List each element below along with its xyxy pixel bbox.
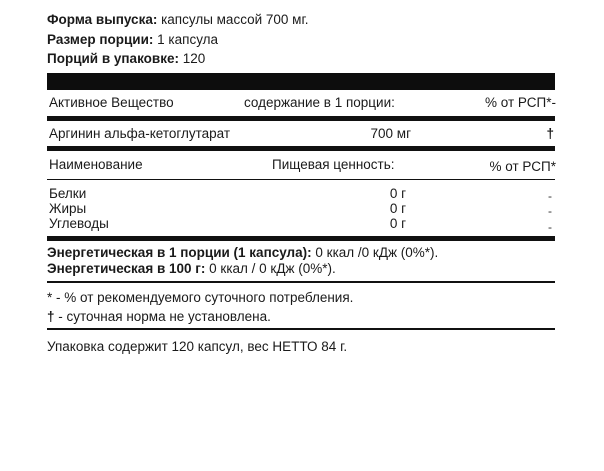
serving-line [47,32,218,48]
energy-serving-label: Энергетическая в 1 порции (1 капсула): [47,245,312,260]
nutrition-row-amount: 0 г [389,216,406,231]
divider-thin-1 [47,179,555,180]
divider-mid-2 [47,328,555,330]
nutrition-row-dv: - [548,204,552,218]
nutrition-row-amount: 0 г [389,201,406,216]
package-note: Упаковка содержит 120 капсул, вес НЕТТО 84 г. [47,339,348,354]
nutrition-row-name: Жиры [49,201,87,216]
form-label: Форма выпуска: [47,12,158,27]
header-bar [47,73,555,90]
nutrition-row-amount: 0 г [389,186,406,201]
divider-mid-1 [47,281,555,283]
serving-value: 1 капсула [157,32,219,47]
nutrition-col-dv: % от РСП* [489,159,556,174]
active-row-dv: † [546,126,554,141]
footnote-rsp: * - % от рекомендуемого суточного потребления. [47,290,354,305]
energy-serving-value: 0 ккал /0 кДж (0%*). [315,245,439,260]
nutrition-row-dv: - [548,189,552,203]
nutrition-col-name: Наименование [49,157,143,172]
nutrition-row-dv: - [548,220,552,234]
energy-line-100g [47,261,336,277]
energy-line-serving [47,245,438,261]
footnote-dagger [47,309,271,325]
serving-label: Размер порции: [47,32,154,47]
active-row-name: Аргинин альфа-кетоглутарат [49,126,231,141]
active-col-dv: % от РСП*- [485,95,556,110]
nutrition-row-name: Углеводы [49,216,109,231]
form-value: капсулы массой 700 мг. [161,12,309,27]
energy-100g-label: Энергетическая в 100 г: [47,261,206,276]
servings-value: 120 [182,51,206,66]
dagger-symbol: † [47,309,55,324]
divider-thick-3 [47,236,555,241]
nutrition-row-name: Белки [49,186,87,201]
energy-100g-value: 0 ккал / 0 кДж (0%*). [209,261,336,276]
servings-line [47,51,205,67]
active-row-amount: 700 мг [370,126,411,141]
footnote-dagger-text: - суточная норма не установлена. [58,309,271,324]
nutrition-col-amount: Пищевая ценность: [272,157,395,172]
active-col-amount: содержание в 1 порции: [244,95,395,110]
form-line [47,12,308,28]
divider-thick-1 [47,116,555,121]
servings-label: Порций в упаковке: [47,51,179,66]
divider-thick-2 [47,146,555,151]
active-col-name: Активное Вещество [49,95,174,110]
